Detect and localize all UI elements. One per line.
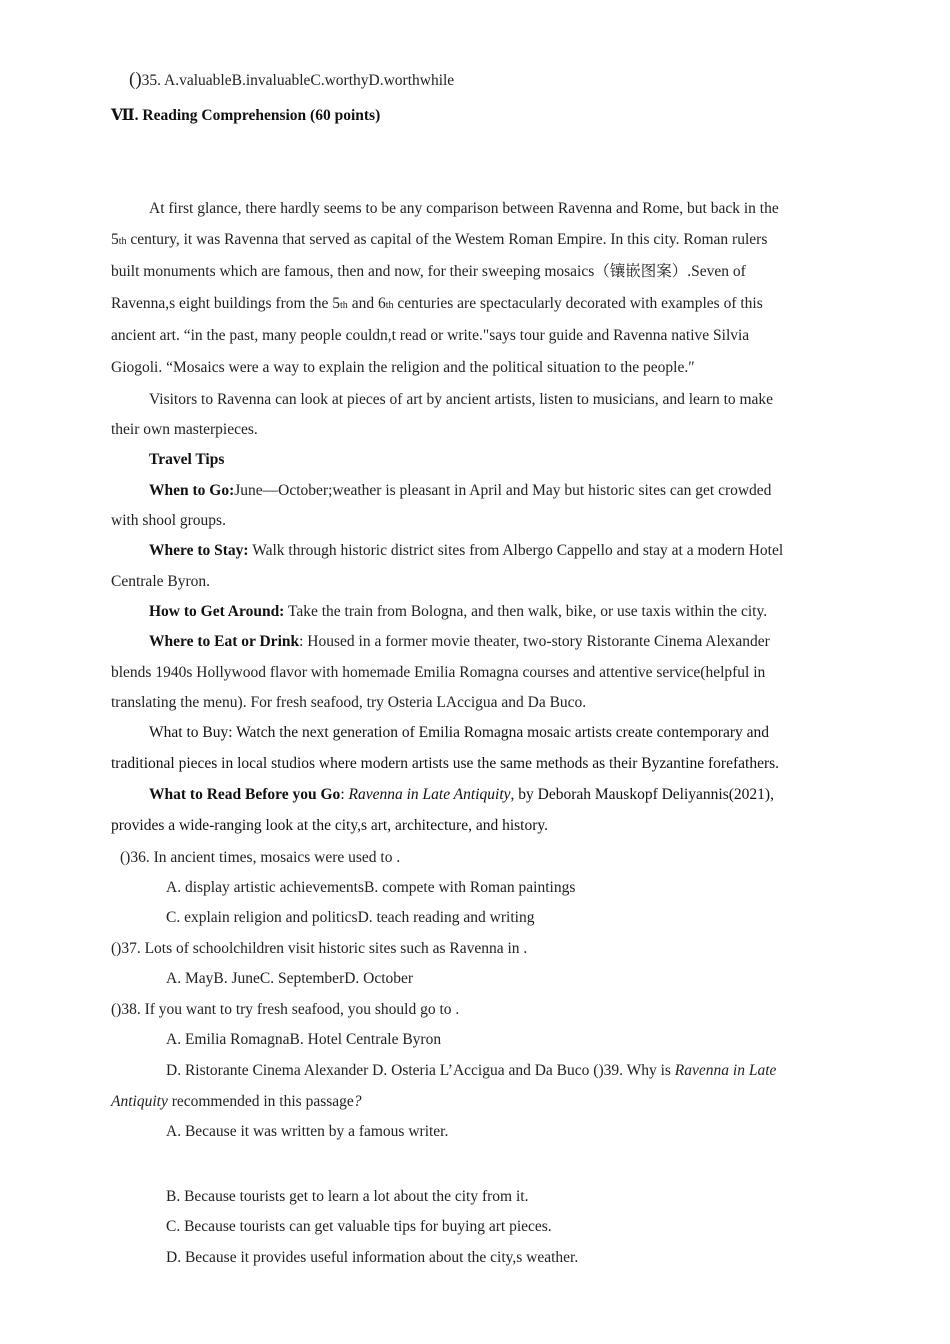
tip-where-to-stay <box>149 541 783 561</box>
passage-line <box>111 294 763 316</box>
question-39-option-c: C. Because tourists can get valuable tips for buying art pieces. <box>166 1218 552 1235</box>
question-35 <box>129 70 454 91</box>
passage-line: with shool groups. <box>111 512 226 529</box>
tip-text: June—October;weather is pleasant in April and May but historic sites can get crowded <box>234 482 772 499</box>
passage-line: their own masterpieces. <box>111 421 258 438</box>
tip-label: Where to Eat or Drink <box>149 633 300 650</box>
question-37-options: A. MayB. JuneC. SeptemberD. October <box>166 970 414 987</box>
text-segment: century, it was Ravenna that served as capital of the Westem Roman Empire. In this city. Roman rulers <box>126 231 768 248</box>
tip-get-around <box>149 602 767 622</box>
tip-eat-drink <box>149 632 770 652</box>
text-segment: recommended in this passage <box>167 1093 354 1110</box>
passage-line: built monuments which are famous, then and now, for their sweeping mosaics（镶嵌图案）.Seven of <box>111 263 746 280</box>
passage-line: At first glance, there hardly seems to be any comparison between Ravenna and Rome, but back in the <box>149 200 779 217</box>
ordinal-suffix: th <box>385 300 394 311</box>
section-heading: Ⅶ. Reading Comprehension (60 points) <box>111 107 381 124</box>
ordinal-suffix: th <box>340 300 348 311</box>
tip-text: : Housed in a former movie theater, two-story Ristorante Cinema Alexander <box>299 633 770 650</box>
tip-label: When to Go: <box>149 482 235 499</box>
question-39 <box>111 1092 362 1112</box>
book-title: Ravenna in Late Antiquity <box>348 786 511 803</box>
passage-line: Visitors to Ravenna can look at pieces of art by ancient artists, listen to musicians, and learn to make <box>149 391 774 408</box>
book-title: Ravenna in Late <box>674 1062 777 1079</box>
ordinal-suffix: th <box>118 236 127 247</box>
passage-line: ancient art. “in the past, many people couldn,t read or write."says tour guide and Ravenna native Silvia <box>111 327 750 344</box>
passage-line: provides a wide-ranging look at the city,s art, architecture, and history. <box>111 817 549 834</box>
question-37: ()37. Lots of schoolchildren visit historic sites such as Ravenna in . <box>111 940 528 957</box>
tip-text: , by Deborah Mauskopf Deliyannis(2021), <box>510 786 774 803</box>
tip-what-to-read <box>149 785 774 805</box>
book-title: Antiquity <box>111 1093 168 1110</box>
text-segment: and 6 <box>347 295 386 312</box>
passage-line: Giogoli. “Mosaics were a way to explain the religion and the political situation to the people.″ <box>111 359 695 376</box>
tip-when-to-go <box>149 481 771 501</box>
question-39-option-a: A. Because it was written by a famous writer. <box>166 1123 449 1140</box>
tip-label: Where to Stay: <box>149 542 249 559</box>
tip-text: Take the train from Bologna, and then walk, bike, or use taxis within the city. <box>284 603 768 620</box>
text-segment: 5 <box>111 231 119 248</box>
question-38: ()38. If you want to try fresh seafood, you should go to . <box>111 1001 460 1018</box>
text-segment: D. Ristorante Cinema Alexander D. Osteria L’Accigua and Da Buco ()39. Why is <box>166 1062 675 1079</box>
tip-text: Walk through historic district sites from Albergo Cappello and stay at a modern Hotel <box>248 542 784 559</box>
question-35-text: 35. A.valuableB.invaluableC.worthyD.worthwhile <box>141 72 455 89</box>
tip-what-to-buy: What to Buy: Watch the next generation of Emilia Romagna mosaic artists create contemporary and <box>149 724 769 741</box>
text-segment: centuries are spectacularly decorated with examples of this <box>393 295 763 312</box>
passage-line: traditional pieces in local studios where modern artists use the same methods as their Byzantine forefathers. <box>111 755 780 772</box>
passage-line: translating the menu). For fresh seafood, try Osteria LAccigua and Da Buco. <box>111 694 587 711</box>
question-39-option-b: B. Because tourists get to learn a lot about the city from it. <box>166 1188 529 1205</box>
text-segment: Ravenna,s eight buildings from the 5 <box>111 295 341 312</box>
question-38-options-ab: A. Emilia RomagnaB. Hotel Centrale Byron <box>166 1031 442 1048</box>
question-36-options-cd: C. explain religion and politicsD. teach reading and writing <box>166 909 535 926</box>
question-38-options-cd <box>166 1061 776 1081</box>
passage-line <box>111 230 767 252</box>
text-segment: : <box>340 786 349 803</box>
passage-line: blends 1940s Hollywood flavor with homemade Emilia Romagna courses and attentive service(helpful in <box>111 664 766 681</box>
question-36: ()36. In ancient times, mosaics were used to . <box>120 849 401 866</box>
passage-line: Centrale Byron. <box>111 573 211 590</box>
travel-tips-heading: Travel Tips <box>149 451 225 468</box>
question-39-option-d: D. Because it provides useful information about the city,s weather. <box>166 1249 579 1266</box>
question-36-options-ab: A. display artistic achievementsB. compete with Roman paintings <box>166 879 576 896</box>
text-segment: ? <box>353 1093 362 1110</box>
answer-blank: () <box>129 69 142 90</box>
tip-label: How to Get Around: <box>149 603 285 620</box>
tip-label: What to Read Before you Go <box>149 786 341 803</box>
